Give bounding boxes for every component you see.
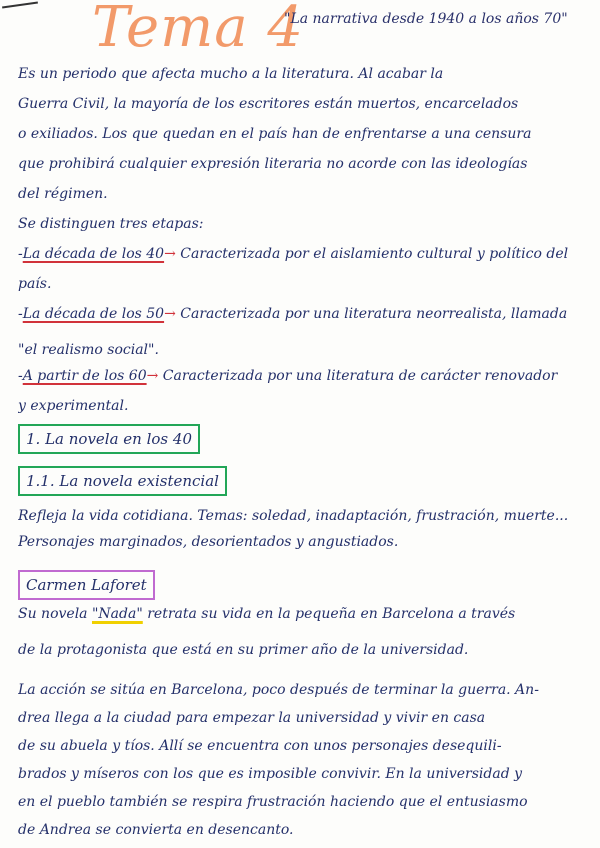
page-title: Tema 4 (92, 0, 305, 60)
stage-50s-cont: "el realismo social". (18, 342, 159, 358)
plot-line: de su abuela y tíos. Allí se encuentra con unos personajes desequili- (18, 738, 502, 754)
novel-line-2: de la protagonista que está en su primer año de la universidad. (18, 642, 469, 658)
pen-mark (2, 2, 38, 9)
existencial-line: Personajes marginados, desorientados y angustiados. (18, 534, 399, 550)
arrow-icon: → (146, 368, 159, 384)
stage-50s (18, 304, 584, 324)
author-heading: Carmen Laforet (18, 570, 155, 600)
novel-text: retrata su vida en la pequeña en Barcelona a través (142, 606, 516, 622)
section-heading-novela-existencial: 1.1. La novela existencial (18, 466, 227, 496)
section-heading-novela-40: 1. La novela en los 40 (18, 424, 200, 454)
stage-40s-cont: país. (18, 276, 52, 292)
stage-description: Caracterizada por una literatura de carácter renovador (162, 368, 558, 384)
stage-description: Caracterizada por el aislamiento cultural y político del (180, 246, 569, 262)
novel-line (18, 604, 584, 624)
intro-line: o exiliados. Los que quedan en el país han de enfrentarse a una censura (18, 126, 532, 142)
plot-line: La acción se sitúa en Barcelona, poco después de terminar la guerra. An- (18, 682, 539, 698)
plot-line: brados y míseros con los que es imposible convivir. En la universidad y (18, 766, 523, 782)
intro-line: del régimen. (18, 186, 108, 202)
stage-dash: - (18, 306, 23, 322)
stage-dash: - (18, 246, 23, 262)
stage-60s-cont: y experimental. (18, 398, 129, 414)
novel-text: Su novela (18, 606, 92, 622)
stage-dash: - (18, 368, 23, 384)
novel-title: "Nada" (91, 606, 143, 622)
arrow-icon: → (164, 246, 176, 262)
existencial-line: Refleja la vida cotidiana. Temas: soledad, inadaptación, frustración, muerte... (18, 508, 569, 524)
stage-label: La década de los 50 (22, 306, 165, 322)
stage-60s (18, 366, 584, 386)
stage-40s (18, 244, 584, 264)
stage-label: La década de los 40 (22, 246, 165, 262)
plot-line: drea llega a la ciudad para empezar la universidad y vivir en casa (18, 710, 486, 726)
arrow-icon: → (164, 306, 176, 322)
page-subtitle: "La narrativa desde 1940 a los años 70" (284, 11, 568, 27)
stage-description: Caracterizada por una literatura neorrealista, llamada (180, 306, 568, 322)
intro-line: que prohibirá cualquier expresión literaria no acorde con las ideologías (18, 156, 528, 172)
intro-line: Guerra Civil, la mayoría de los escritores están muertos, encarcelados (18, 96, 519, 112)
plot-line: en el pueblo también se respira frustración haciendo que el entusiasmo (18, 794, 528, 810)
stage-label: A partir de los 60 (22, 368, 147, 384)
intro-line: Es un periodo que afecta mucho a la literatura. Al acabar la (18, 66, 444, 82)
plot-line: de Andrea se convierta en desencanto. (18, 822, 294, 838)
stages-intro: Se distinguen tres etapas: (18, 216, 204, 232)
